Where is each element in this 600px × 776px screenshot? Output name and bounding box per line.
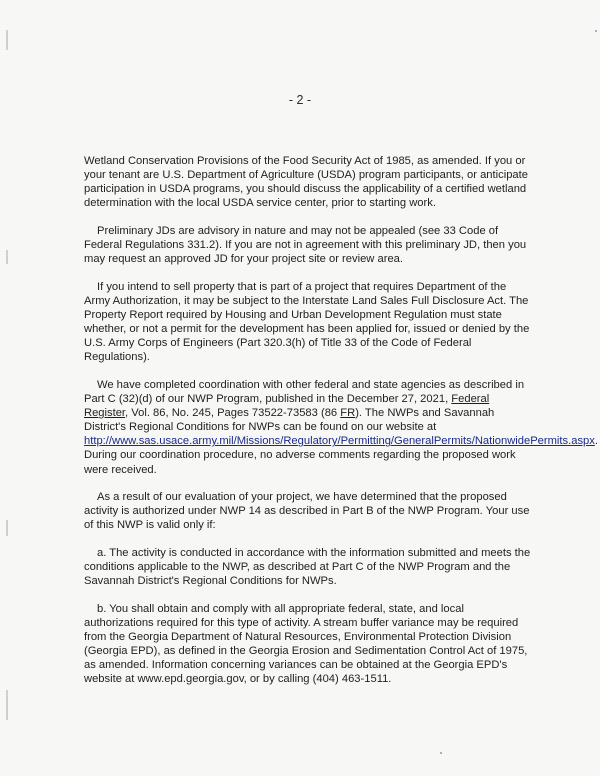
paragraph-text: . During our coordination procedure, no adverse comments regarding the proposed work were received. bbox=[84, 435, 598, 476]
condition-a: a. The activity is conducted in accordance with the information submitted and meets the conditions applicable to the NWP, as described at Part C of the NWP Program and the Savannah District's Regional Conditions for NWPs. bbox=[84, 547, 531, 588]
scan-speck bbox=[595, 30, 597, 32]
paragraph-food-security-act: Wetland Conservation Provisions of the Food Security Act of 1985, as amended. If you or your tenant are U.S. Department of Agriculture (USDA) program participants, or anticipate participation in USDA programs, you should discuss the applicability of a certified wetland determination with the local USDA service center, prior to starting work. bbox=[84, 155, 528, 210]
scan-edge-mark bbox=[6, 30, 8, 50]
scan-edge-mark bbox=[6, 250, 8, 264]
fr-abbreviation: FR bbox=[340, 407, 356, 420]
scan-edge-mark bbox=[6, 520, 8, 536]
page-number: - 2 - bbox=[288, 93, 312, 107]
scan-speck bbox=[440, 752, 442, 754]
paragraph-interstate-land-sales: If you intend to sell property that is part of a project that requires Department of the Army Authorization, it may be subject to the Interstate Land Sales Full Disclosure Act. The Property Report required by Housing and Urban Development Regulation must state whether, or not a permit for the development has been applied for, issued or denied by the U.S. Army Corps of Engineers (Part 320.3(h) of Title 33 of the Code of Federal Regulations). bbox=[84, 280, 530, 364]
paragraph-preliminary-jd: Preliminary JDs are advisory in nature and may not be appealed (see 33 Code of Federal Regulations 331.2). If you are not in agreement with this preliminary JD, then you may request an approved JD for your project site or review area. bbox=[84, 224, 527, 266]
paragraph-coordination bbox=[84, 378, 598, 477]
paragraph-text: We have completed coordination with other federal and state agencies as described in Part C (32)(d) of our NWP Program, published in the December 27, 2021, bbox=[84, 379, 525, 406]
scan-edge-mark bbox=[6, 690, 8, 720]
paragraph-text: ). The NWPs and Savannah District's Regional Conditions for NWPs can be found on our website at bbox=[84, 407, 495, 434]
letter-body bbox=[84, 154, 598, 700]
condition-b: b. You shall obtain and comply with all appropriate federal, state, and local authorizations required for this type of activity. A stream buffer variance may be required from the Georgia Department of Natural Resources, Environmental Protection Division (Georgia EPD), as defined in the Georgia Erosion and Sedimentation Control Act of 1975, as amended. Information concerning variances can be obtained at the Georgia EPD's website at www.epd.georgia.gov, or by calling (404) 463-1511. bbox=[84, 603, 528, 686]
paragraph-text: , Vol. 86, No. 245, Pages 73522-73583 (86 bbox=[125, 407, 341, 420]
nationwide-permits-link[interactable]: http://www.sas.usace.army.mil/Missions/Regulatory/Permitting/GeneralPermits/NationwidePermits.aspx bbox=[84, 435, 595, 448]
paragraph-evaluation-result: As a result of our evaluation of your project, we have determined that the proposed activity is authorized under NWP 14 as described in Part B of the NWP Program. Your use of this NWP is valid only if: bbox=[84, 491, 530, 532]
federal-register-citation: Federal Register bbox=[84, 393, 490, 420]
